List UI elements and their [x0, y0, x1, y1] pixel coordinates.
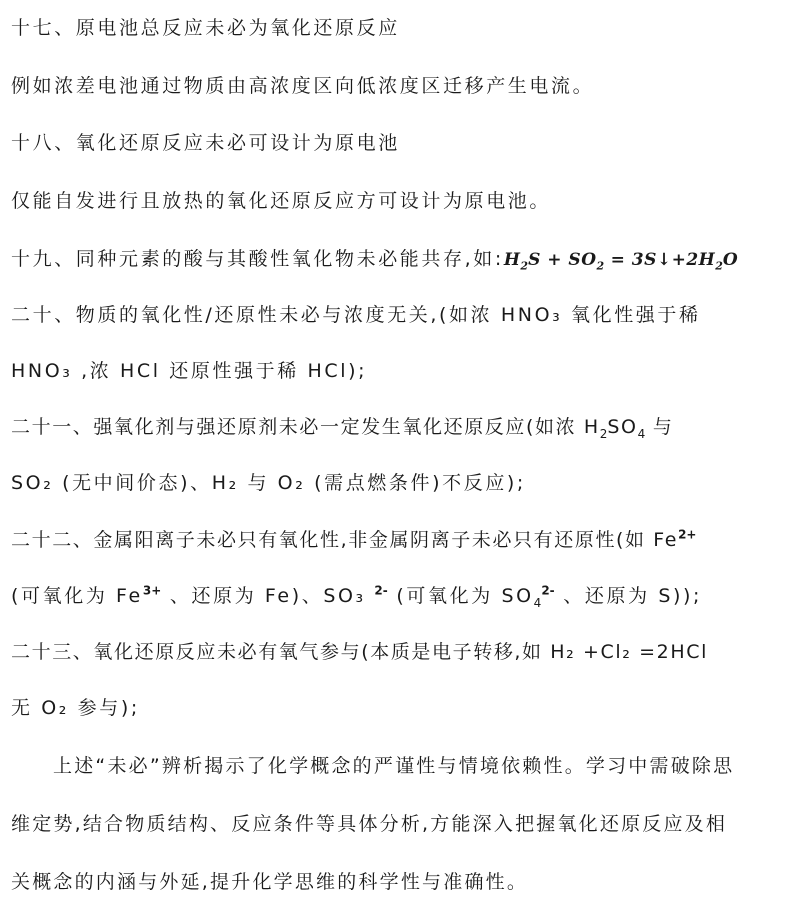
heading-20-continued: HNO₃ ,浓 HCl 还原性强于稀 HCl);	[11, 360, 368, 382]
chemical-equation: $H_2S + SO_2$ = $3S↓+2H_2O$	[503, 250, 739, 273]
summary-line-1: 上述“未必”辨析揭示了化学概念的严谨性与情境依赖性。学习中需破除思	[53, 755, 735, 777]
paragraph-18: 仅能自发进行且放热的氧化还原反应方可设计为原电池。	[11, 190, 552, 212]
heading-22-continued: (可氧化为 $Fe^{3+}$ 、还原为 Fe)、SO₃ $^{2-}$ (可氧化为 $SO_4^{2-}$ 、还原为 S));	[11, 583, 703, 610]
heading-23: 二十三、氧化还原反应未必有氧气参与(本质是电子转移,如 H₂ +Cl₂ =2HCl	[11, 641, 708, 663]
heading-21-continued: SO₂ (无中间价态)、H₂ 与 O₂ (需点燃条件)不反应);	[11, 472, 526, 494]
paragraph-17: 例如浓差电池通过物质由高浓度区向低浓度区迁移产生电流。	[11, 75, 595, 97]
summary-line-3: 关概念的内涵与外延,提升化学思维的科学性与准确性。	[11, 871, 529, 893]
summary-line-2: 维定势,结合物质结构、反应条件等具体分析,方能深入把握氧化还原反应及相	[11, 813, 728, 835]
heading-21: 二十一、强氧化剂与强还原剂未必一定发生氧化还原反应(如浓 $H_2SO_4$ 与	[11, 416, 674, 441]
heading-22: 二十二、金属阳离子未必只有氧化性,非金属阴离子未必只有还原性(如 $Fe^{2+}$	[11, 527, 697, 551]
heading-18: 十八、氧化还原反应未必可设计为原电池	[11, 132, 400, 154]
heading-17: 十七、原电池总反应未必为氧化还原反应	[11, 17, 400, 39]
heading-20: 二十、物质的氧化性/还原性未必与浓度无关,(如浓 HNO₃ 氧化性强于稀	[11, 304, 701, 326]
heading-19: 十九、同种元素的酸与其酸性氧化物未必能共存,如$:H_2S + SO_2$ = $3S↓+2H_2O$	[11, 248, 739, 273]
heading-23-continued: 无 O₂ 参与);	[11, 697, 140, 719]
